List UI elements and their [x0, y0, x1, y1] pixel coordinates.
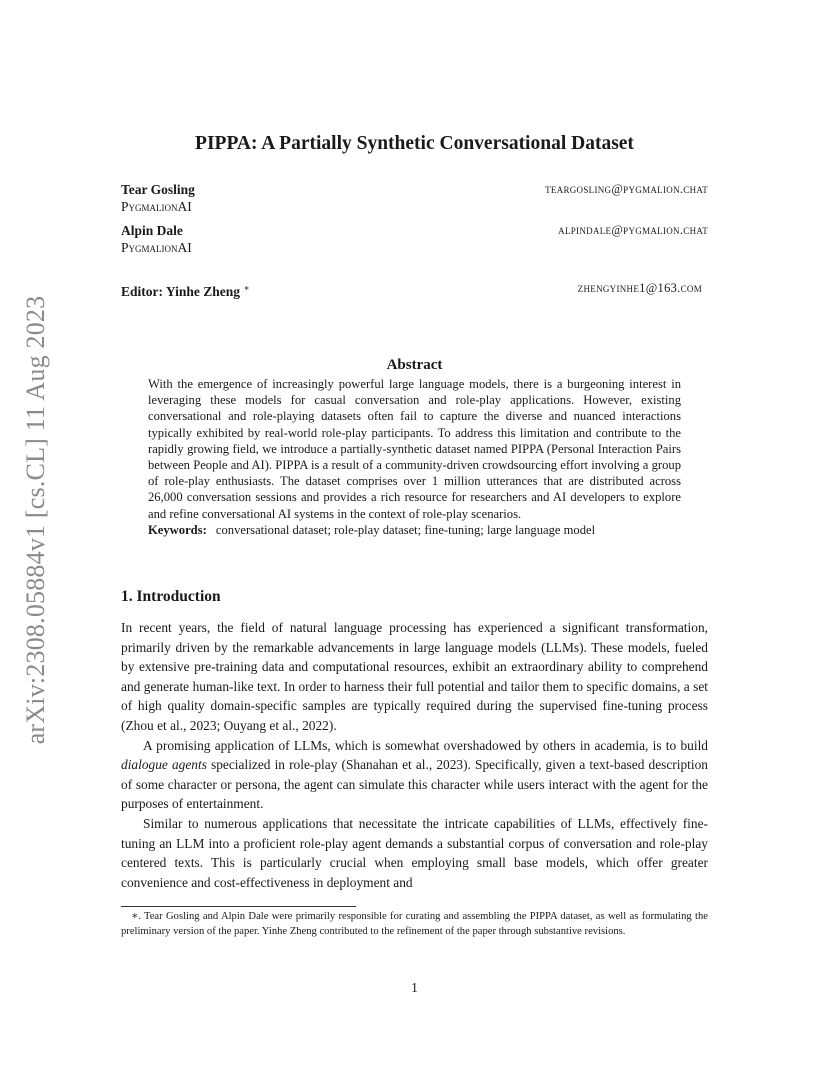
editor-block	[121, 280, 708, 300]
author-block	[121, 222, 708, 256]
author-affiliation: PygmalionAI	[121, 199, 192, 214]
intro-p2-text: specialized in role-play (Shanahan et al., 2023). Specifically, given a text-based description of some character or persona, the agent can simulate this character while users interact with the agent for the purposes of entertainment.	[121, 757, 708, 812]
author-email[interactable]: alpindale@pygmalion.chat	[558, 223, 708, 237]
section-heading: 1. Introduction	[121, 588, 221, 605]
keywords-line	[148, 522, 681, 538]
intro-p2-text: A promising application of LLMs, which is somewhat overshadowed by others in academia, is to build	[143, 737, 708, 753]
footnote	[121, 910, 708, 939]
keywords-text: conversational dataset; role-play dataset; fine-tuning; large language model	[215, 522, 596, 537]
editor-footnote-marker: ∗	[243, 283, 250, 293]
author-block	[121, 181, 708, 215]
paper-title: PIPPA: A Partially Synthetic Conversational Dataset	[195, 133, 634, 154]
editor-email[interactable]: zhengyinhe1@163.com	[577, 281, 702, 295]
footnote-marker: ∗.	[131, 911, 141, 922]
editor-name: Editor: Yinhe Zheng	[121, 284, 241, 299]
keywords-label: Keywords:	[148, 522, 207, 537]
intro-paragraph-3: Similar to numerous applications that necessitate the intricate capabilities of LLMs, effectively fine-tuning an LLM into a proficient role-play agent demands a substantial corpus of conversation and role-play centered texts. This is particularly crucial when employing small base models, which offer greater convenience and cost-effectiveness in deployment and	[121, 815, 708, 890]
abstract-text: With the emergence of increasingly powerful large language models, there is a burgeoning interest in leveraging these models for casual conversation and role-play applications. However, existing conversational and role-playing datasets often fail to capture the diverse and nuanced interactions typically exhibited by real-world role-play participants. To address this limitation and contribute to the rapidly growing field, we introduce a partially-synthetic dataset named PIPPA (Personal Interaction Pairs between People and AI). PIPPA is a result of a community-driven crowdsourcing effort involving a group of role-play enthusiasts. The dataset comprises over 1 million utterances that are distributed across 26,000 conversation sessions and provides a rich resource for researchers and AI developers to explore and refine conversational AI systems in the context of role-play scenarios.	[148, 377, 681, 521]
author-name: Alpin Dale	[121, 223, 183, 238]
arxiv-stamp: arXiv:2308.05884v1 [cs.CL] 11 Aug 2023	[21, 295, 50, 745]
page-number: 1	[411, 980, 418, 995]
intro-paragraph-2	[121, 736, 708, 814]
footnote-text: Tear Gosling and Alpin Dale were primarily responsible for curating and assembling the PIPPA dataset, as well as formulating the preliminary version of the paper. Yinhe Zheng contributed to the refinement of the paper through substantive revisions.	[121, 911, 708, 937]
abstract-heading: Abstract	[386, 357, 443, 373]
intro-p2-emphasis: dialogue agents	[121, 757, 207, 773]
footnote-rule	[121, 906, 356, 907]
introduction-section	[121, 588, 708, 892]
author-name: Tear Gosling	[121, 182, 195, 197]
author-email[interactable]: teargosling@pygmalion.chat	[545, 182, 708, 196]
abstract-section	[148, 357, 681, 538]
intro-paragraph-1: In recent years, the field of natural language processing has experienced a significant transformation, primarily driven by the remarkable advancements in large language models (LLMs). These models, fueled by extensive pre-training data and computational resources, exhibit an extraordinary ability to comprehend and generate human-like text. In order to harness their full potential and tailor them to specific domains, a set of high quality domain-specific samples are typically required during the supervised fine-tuning process (Zhou et al., 2023; Ouyang et al., 2022).	[121, 620, 708, 733]
author-affiliation: PygmalionAI	[121, 240, 192, 255]
